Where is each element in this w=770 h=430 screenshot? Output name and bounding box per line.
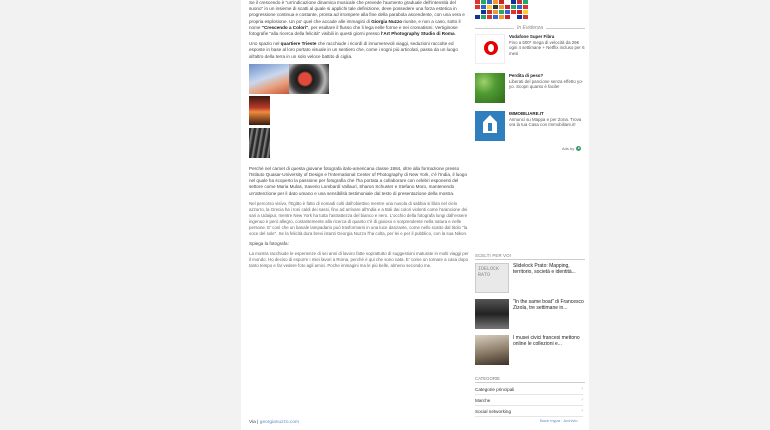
blockquote-exhibition: Nel percorso visivo, l'Egitto è fatto di nomadi colti dall'obiettivo mentre una nuvola di sabbia si libra nel cielo azzurro, la Grecia ha i toni caldi dei sassi, fino ad arrivare all'India e a Bali dai colori violenti come l'arancione dei sari a Udaipur, mentre New York ha tutta l'astrattezza del bianco e nero. L'occhio della fotografa lungi dall'essere ingenuo è però allegro, costantemente alla ricerca di quanto c'è di gioioso e sorprendente nella natura e nelle persone. E' così che un banale lampadario può trasformarsi in una luce danzante, come nello scatto dal titolo "la voce del sole". Se la felicità dura brevi istanti Georgia Nuzzo l'ha colta, per lei e per il pubblico, con la sua Nikon. [249,200,468,236]
recommended-item[interactable] [475,335,585,365]
language-flag-icon[interactable] [487,10,492,14]
evidenza-title: In Evidenza [516,25,544,31]
ad-thumb-vodafone [475,34,505,64]
language-flag-icon[interactable] [487,15,492,19]
language-flag-icon[interactable] [511,0,516,4]
divider [546,28,585,29]
language-flag-icon[interactable] [493,5,498,9]
paragraph-space [249,41,469,60]
language-flag-icon[interactable] [493,15,498,19]
ad-text [509,34,585,64]
category-label: Social networking [475,408,512,414]
language-flag-icon[interactable] [511,5,516,9]
recommended-title: "In the same boat" di Francesco Zizola, tre settimane in... [513,299,584,311]
ad-thumb-immobiliare [475,111,505,141]
category-item[interactable] [475,384,583,395]
language-flag-icon[interactable] [523,0,528,4]
language-flag-icon[interactable] [517,5,522,9]
text: riunite, e non a caso, sotto il nome [249,18,461,30]
thumb-boat [475,299,509,329]
article-body [249,0,469,273]
divider [475,28,514,29]
artist-name: Giorgia Nuzzo [371,18,403,24]
text: , per esaltare il flusso che li lega nelle forme e nei cromatismi. Vertiginose fotografie "alla ricerca della felicità" visibili in questi giorni presso [249,24,458,37]
language-flag-icon[interactable] [523,10,528,14]
recommended-item[interactable] [475,263,585,293]
language-flag-icon[interactable] [499,0,504,4]
house-door [488,123,492,131]
source-line [249,420,299,425]
language-flag-icon[interactable] [523,5,528,9]
district-name: quartiere Trieste [280,41,317,47]
language-flag-icon[interactable] [517,10,522,14]
ad-title: Perdita di peso? [509,73,544,78]
language-flag-icon[interactable] [499,10,504,14]
recommended-title: I musei civici francesi mettono online le collezioni e... [513,335,580,347]
language-flag-icon[interactable] [487,0,492,4]
thumb-text: IDELOCK RATO [478,266,500,278]
language-flag-icon[interactable] [475,10,480,14]
chevron-right-icon: › [581,397,583,403]
text: Uno spazio nel [249,41,280,47]
language-flag-icon[interactable] [475,15,480,19]
source-link[interactable]: georgianuzzo.com [259,420,299,425]
text: che racchiude i ricordi di innumerevoli viaggi, seduzioni raccolte ed esposte in base al loro portato visuale in un sentiero che, come i sogni più articolati, passa da un luogo all'altro della terra in un solo veloce battito di ciglia. [249,41,458,59]
photo-monochrome[interactable] [249,128,270,158]
ad-item[interactable] [475,73,585,103]
text: Se il crescendo è "un'indicazione dinamica musicale che prevede l'aumento graduale dell'intensità del suono" in un insieme di scatti al quale si applichi tale definizione, deve possedere una forza estetica in progressione continua e costante, pronta ad irrompere alla fine della parabola ascendente, con una vera e propria esplosione. Un po' quel che accade alle immagini di [249,0,465,24]
blockquote-artist: La mostra racchiude le esperienze di sei anni di lavoro fatte soprattutto di suggestioni maturate in molti viaggi per il mondo. Ho deciso di esporre i miei lavori a Roma, perché è qui che sono nata. E' come un tornare a casa dopo tanto tempo e far vedere foto agli amici. Poche immagini ma le più belle, almeno secondo me. [249,251,469,269]
category-label: Marche [475,397,491,403]
ad-text [509,111,585,141]
language-flag-icon[interactable] [487,5,492,9]
language-flag-icon[interactable] [481,10,486,14]
language-flag-icon[interactable] [505,15,510,19]
thumb-slidelock [475,263,509,293]
ad-body: Liberati del pancione senza effetto yo-yo. Scopri quanto è facile! [509,78,584,90]
ad-network-icon: ● [577,146,580,150]
language-flag-icon[interactable] [493,0,498,4]
ads-by[interactable] [562,146,581,151]
category-item[interactable] [475,406,583,417]
language-flag-icon[interactable] [517,15,522,19]
photo-lights[interactable] [249,96,270,125]
photo-lamp[interactable] [289,64,329,94]
ad-body: Annunci su Mappa e per Zona. Trova ora la tua Casa con Immobiliare.it! [509,116,582,128]
recommended-title: Slidelock Prato: Mapping, territorio, società e identità... [513,263,576,275]
language-flag-icon[interactable] [505,10,510,14]
language-flag-icon[interactable] [499,15,504,19]
language-flag-icon[interactable] [511,10,516,14]
ad-title: IMMOBILIARE.IT [509,111,544,116]
category-item[interactable] [475,395,583,406]
language-flag-icon[interactable] [523,15,528,19]
gallery-name: l'Art Photography Studio di Roma [380,31,455,37]
language-flag-icon[interactable] [511,15,516,19]
ads-by-label: Ads by [562,146,575,151]
photo-sky[interactable] [249,64,289,94]
language-flag-icon[interactable] [475,0,480,4]
language-flag-icon[interactable] [481,0,486,4]
recommended-item[interactable] [475,299,585,329]
language-flag-icon[interactable] [505,0,510,4]
ad-thumb-herbs [475,73,505,103]
via-label: Via | [249,420,259,425]
ad-body: Fino a 500* mega di velocità da 29€ ogni 4 settimane + Netflix incluso per 6 mesi [509,39,585,56]
ad-item[interactable] [475,111,585,141]
photo-gallery [249,64,469,160]
paragraph-bio: Perché nel carnet di questa giovane fotografa italo-americana classe 1984, oltre alla formazione presso l'Istituto Quasar-University of Design e l'International Center of Photography di New York, c'è l'India, il luogo nel quale ha scoperto la passione per fotografia che l'ha portata a collaborare con celebri esponenti del settore come Maria Mulas, Saverio Lombardi Vallauri, Sharon Schuster e Stefano Moro, mantenendo un'attenzione per il dato umano e una sensibilità testimoniale dal testo di presentazione della mostra. [249,165,467,196]
language-flag-icon[interactable] [475,5,480,9]
language-flag-icon[interactable] [481,15,486,19]
thumb-museum [475,335,509,365]
language-flag-icon[interactable] [481,5,486,9]
ad-item[interactable] [475,34,585,64]
chevron-right-icon: › [581,408,583,414]
chevron-right-icon: › [581,386,583,392]
language-flag-icon[interactable] [493,10,498,14]
vodafone-logo-mark [488,44,494,52]
exhibit-title: "Crescendo a Colori" [261,24,309,30]
language-flag-icon[interactable] [499,5,504,9]
footer-links[interactable]: Back·mypa · Archivio [540,418,578,423]
language-flag-icon[interactable] [505,5,510,9]
language-flags[interactable] [475,0,531,19]
ad-text [509,73,585,103]
evidenza-heading [475,25,585,31]
paragraph-spiega: Spiega la fotografa: [249,240,289,246]
categorie-heading: CATEGORIE [475,376,585,383]
paragraph-intro: Se il crescendo è "un'indicazione dinamica musicale che prevede l'aumento graduale dell'intensità del suono" in un insieme di scatti al quale si applichi tale definizione, deve possedere una forza estetica in progressione continua e costante, pronta ad irrompere alla fine della parabola ascendente, con una vera e propria esplosione. Un po' quel che accade alle immagini di Giorgia Nuzzo riunite, e non a caso, sotto il nome "Crescendo a Colori", per esaltare il flusso che li lega nelle forme e nei cromatismi. Vertiginose fotografie "alla ricerca della felicità" visibili in questi giorni presso l'Art Photography Studio di Roma. [249,0,465,37]
category-label: Categorie principali [475,386,515,392]
scelti-heading: SCELTI PER VOI [475,253,585,260]
language-flag-icon[interactable] [517,0,522,4]
ad-title: Vodafone Super Fibra [509,34,555,39]
